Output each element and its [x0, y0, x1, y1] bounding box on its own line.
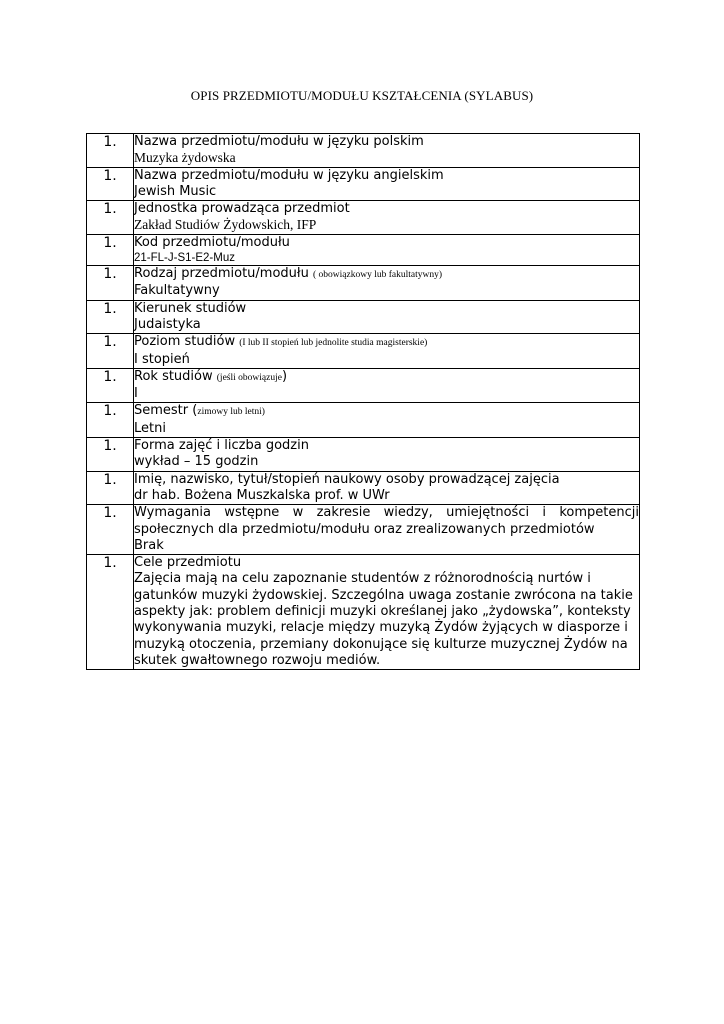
row-content	[134, 438, 640, 472]
field-value: wykład – 15 godzin	[134, 454, 259, 470]
row-number: 1.	[87, 334, 134, 369]
field-label: Jednostka prowadząca przedmiot	[134, 201, 350, 217]
row-number: 1.	[87, 471, 134, 505]
field-label: Kod przedmiotu/modułu	[134, 234, 290, 250]
row-content	[134, 555, 640, 670]
field-value: Letni	[134, 420, 166, 436]
document-title: OPIS PRZEDMIOTU/MODUŁU KSZTAŁCENIA (SYLABUS)	[190, 88, 534, 103]
table-row	[87, 266, 640, 301]
field-note: zimowy lub letni)	[197, 407, 265, 418]
field-label: Imię, nazwisko, tytuł/stopień naukowy osoby prowadzącej zajęcia	[134, 471, 560, 487]
row-content	[134, 334, 640, 369]
field-label: Kierunek studiów	[134, 300, 247, 316]
row-content	[134, 234, 640, 265]
table-row	[87, 134, 640, 168]
row-content	[134, 134, 640, 168]
field-note-open: (	[192, 403, 198, 419]
table-row	[87, 505, 640, 555]
field-label: Rok studiów	[134, 368, 213, 384]
field-label: Rodzaj przedmiotu/modułu	[134, 266, 309, 282]
table-row	[87, 368, 640, 403]
row-content	[134, 403, 640, 438]
field-value: 21-FL-J-S1-E2-Muz	[134, 252, 235, 265]
field-value: Brak	[134, 537, 164, 553]
row-content	[134, 471, 640, 505]
table-row	[87, 300, 640, 334]
table-row	[87, 438, 640, 472]
field-value: Jewish Music	[134, 183, 217, 199]
row-number: 1.	[87, 266, 134, 301]
row-content	[134, 201, 640, 235]
field-value: Judaistyka	[134, 316, 201, 332]
field-value: Muzyka żydowska	[134, 150, 236, 166]
field-value: I stopień	[134, 351, 190, 367]
table-row	[87, 334, 640, 369]
table-row	[87, 471, 640, 505]
table-row	[87, 403, 640, 438]
row-number: 1.	[87, 555, 134, 670]
table-row	[87, 167, 640, 201]
row-number: 1.	[87, 134, 134, 168]
field-value: Fakultatywny	[134, 283, 220, 299]
row-number: 1.	[87, 300, 134, 334]
field-value: Zajęcia mają na celu zapoznanie studentów z różnorodnością nurtów i gatunków muzyki żydowskiej. Szczególna uwaga zostanie zwrócona na takie aspekty jak: problem definicji muzyki określanej jako „żydowska”, konteksty wykonywania muzyki, relacje między muzyką Żydów żyjących w diasporze i muzyką otoczenia, przemiany dokonujące się kulturze muzycznej Żydów na skutek gwałtownego rozwoju mediów.	[134, 571, 633, 668]
row-number: 1.	[87, 167, 134, 201]
row-content	[134, 368, 640, 403]
table-row	[87, 234, 640, 265]
field-label: Semestr	[134, 403, 189, 419]
row-number: 1.	[87, 505, 134, 555]
table-row	[87, 201, 640, 235]
row-number: 1.	[87, 234, 134, 265]
field-label: Cele przedmiotu	[134, 555, 242, 571]
row-content	[134, 300, 640, 334]
row-number: 1.	[87, 368, 134, 403]
field-label: Forma zajęć i liczba godzin	[134, 438, 309, 454]
field-label: Nazwa przedmiotu/modułu w języku angielskim	[134, 167, 444, 183]
field-note: (I lub II stopień lub jednolite studia magisterskie)	[239, 338, 428, 349]
row-content	[134, 167, 640, 201]
row-content	[134, 505, 640, 555]
table-row	[87, 555, 640, 670]
field-value: I	[134, 386, 138, 402]
field-value: Zakład Studiów Żydowskich, IFP	[134, 217, 317, 233]
field-label: Wymagania wstępne w zakresie wiedzy, umiejętności i kompetencji społecznych dla przedmiotu/modułu oraz zrealizowanych przedmiotów	[134, 505, 639, 537]
field-label: Poziom studiów	[134, 334, 236, 350]
field-note-close: )	[281, 368, 288, 384]
field-label: Nazwa przedmiotu/modułu w języku polskim	[134, 134, 424, 149]
field-note: (jeśli obowiązuje	[216, 372, 282, 383]
row-content	[134, 266, 640, 301]
row-number: 1.	[87, 438, 134, 472]
row-number: 1.	[87, 201, 134, 235]
syllabus-table	[86, 133, 640, 670]
field-value: dr hab. Bożena Muszkalska prof. w UWr	[134, 487, 390, 503]
row-number: 1.	[87, 403, 134, 438]
field-note: ( obowiązkowy lub fakultatywny)	[313, 270, 443, 281]
